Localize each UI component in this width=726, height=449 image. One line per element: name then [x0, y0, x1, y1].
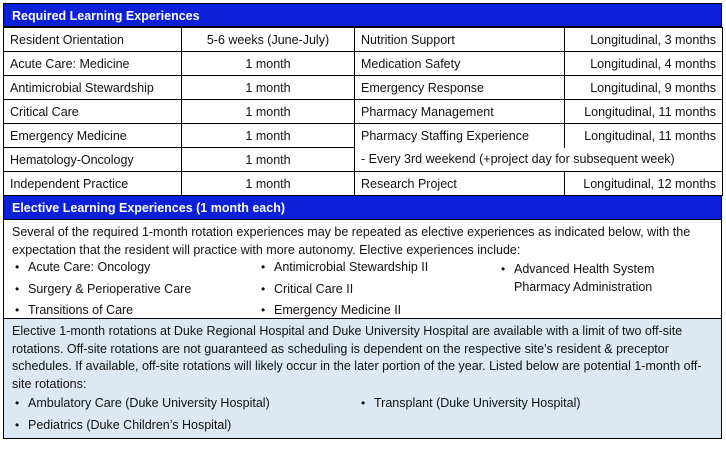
bullet-icon: • — [361, 396, 366, 410]
elective-column-1 — [12, 259, 258, 324]
required-row — [4, 28, 723, 52]
rotation-duration: 1 month — [182, 124, 355, 148]
rotation-name: Hematology-Oncology — [4, 148, 182, 172]
required-header: Required Learning Experiences — [3, 3, 722, 27]
required-table — [3, 27, 723, 196]
bullet-icon: • — [261, 260, 266, 274]
list-item-text: Transitions of Care — [28, 303, 134, 317]
elective-column-2 — [258, 259, 498, 324]
elective-header: Elective Learning Experiences (1 month each) — [3, 196, 722, 220]
list-item — [258, 281, 498, 299]
required-row — [4, 76, 723, 100]
rotation-duration: 1 month — [182, 100, 355, 124]
offsite-column-1 — [12, 395, 358, 438]
elective-section — [3, 220, 722, 319]
bullet-icon: • — [15, 417, 20, 432]
list-item-text: Surgery & Perioperative Care — [28, 281, 192, 296]
elective-column-3 — [498, 259, 698, 324]
bullet-icon: • — [261, 281, 266, 296]
list-item — [498, 261, 698, 296]
list-item-text: Transplant (Duke University Hospital) — [374, 396, 581, 410]
list-item-text: Emergency Medicine II — [274, 303, 402, 317]
bullet-icon: • — [15, 281, 20, 296]
rotation-duration: Longitudinal, 11 months — [565, 124, 723, 148]
bullet-icon: • — [15, 396, 20, 410]
bullet-icon: • — [501, 262, 506, 276]
list-item — [12, 281, 258, 299]
list-item — [12, 395, 358, 413]
rotation-duration: 1 month — [182, 148, 355, 172]
rotation-duration: Longitudinal, 9 months — [565, 76, 723, 100]
offsite-section — [3, 319, 722, 439]
list-item — [258, 302, 498, 320]
rotation-duration: Longitudinal, 12 months — [565, 172, 723, 196]
rotation-duration: Longitudinal, 3 months — [565, 28, 723, 52]
rotation-name: Resident Orientation — [4, 28, 182, 52]
required-row — [4, 52, 723, 76]
list-item-text: Ambulatory Care (Duke University Hospital) — [28, 396, 270, 410]
required-row — [4, 124, 723, 148]
rotation-name: Emergency Response — [355, 76, 565, 100]
list-item-text: Antimicrobial Stewardship II — [274, 260, 429, 274]
rotation-name: Acute Care: Medicine — [4, 52, 182, 76]
bullet-icon: • — [15, 303, 20, 317]
list-item — [12, 417, 358, 435]
rotation-name: Nutrition Support — [355, 28, 565, 52]
required-row — [4, 100, 723, 124]
rotation-duration: Longitudinal, 4 months — [565, 52, 723, 76]
rotation-name: Antimicrobial Stewardship — [4, 76, 182, 100]
learning-experiences-document — [3, 3, 722, 446]
elective-intro: Several of the required 1-month rotation experiences may be repeated as elective experiences as indicated below, with the expectation that the resident will practice with more autonomy. Elective experiences include: — [12, 225, 691, 257]
rotation-duration: 5-6 weeks (June-July) — [182, 28, 355, 52]
list-item — [12, 259, 258, 277]
rotation-name: Pharmacy Staffing Experience — [355, 124, 565, 148]
bullet-icon: • — [15, 260, 20, 274]
offsite-column-2 — [358, 395, 698, 438]
bullet-icon: • — [261, 303, 266, 317]
list-item-text: Critical Care II — [274, 281, 354, 296]
elective-list — [12, 259, 713, 324]
required-row — [4, 148, 723, 172]
rotation-name: Pharmacy Management — [355, 100, 565, 124]
rotation-duration: 1 month — [182, 76, 355, 100]
offsite-list — [12, 395, 713, 438]
rotation-duration: 1 month — [182, 172, 355, 196]
list-item — [258, 259, 498, 277]
rotation-name: Emergency Medicine — [4, 124, 182, 148]
list-item — [358, 395, 698, 413]
rotation-duration: Longitudinal, 11 months — [565, 100, 723, 124]
rotation-note: - Every 3rd weekend (+project day for subsequent week) — [355, 148, 723, 172]
rotation-name: Medication Safety — [355, 52, 565, 76]
required-row — [4, 172, 723, 196]
list-item-text: Acute Care: Oncology — [28, 260, 151, 274]
list-item-text: Pediatrics (Duke Children’s Hospital) — [28, 417, 232, 432]
list-item-text: Advanced Health System Pharmacy Administration — [514, 262, 655, 294]
list-item — [12, 302, 258, 320]
rotation-name: Critical Care — [4, 100, 182, 124]
rotation-duration: 1 month — [182, 52, 355, 76]
rotation-name: Independent Practice — [4, 172, 182, 196]
offsite-text: Elective 1-month rotations at Duke Regional Hospital and Duke University Hospital are available with a limit of two off-site rotations. Off-site rotations are not guaranteed as scheduling is dependent on the respective site’s resident & preceptor schedules. If available, off-site rotations will likely occur in the later portion of the year. Listed below are potential 1-month off-site rotations: — [12, 324, 702, 391]
rotation-name: Research Project — [355, 172, 565, 196]
